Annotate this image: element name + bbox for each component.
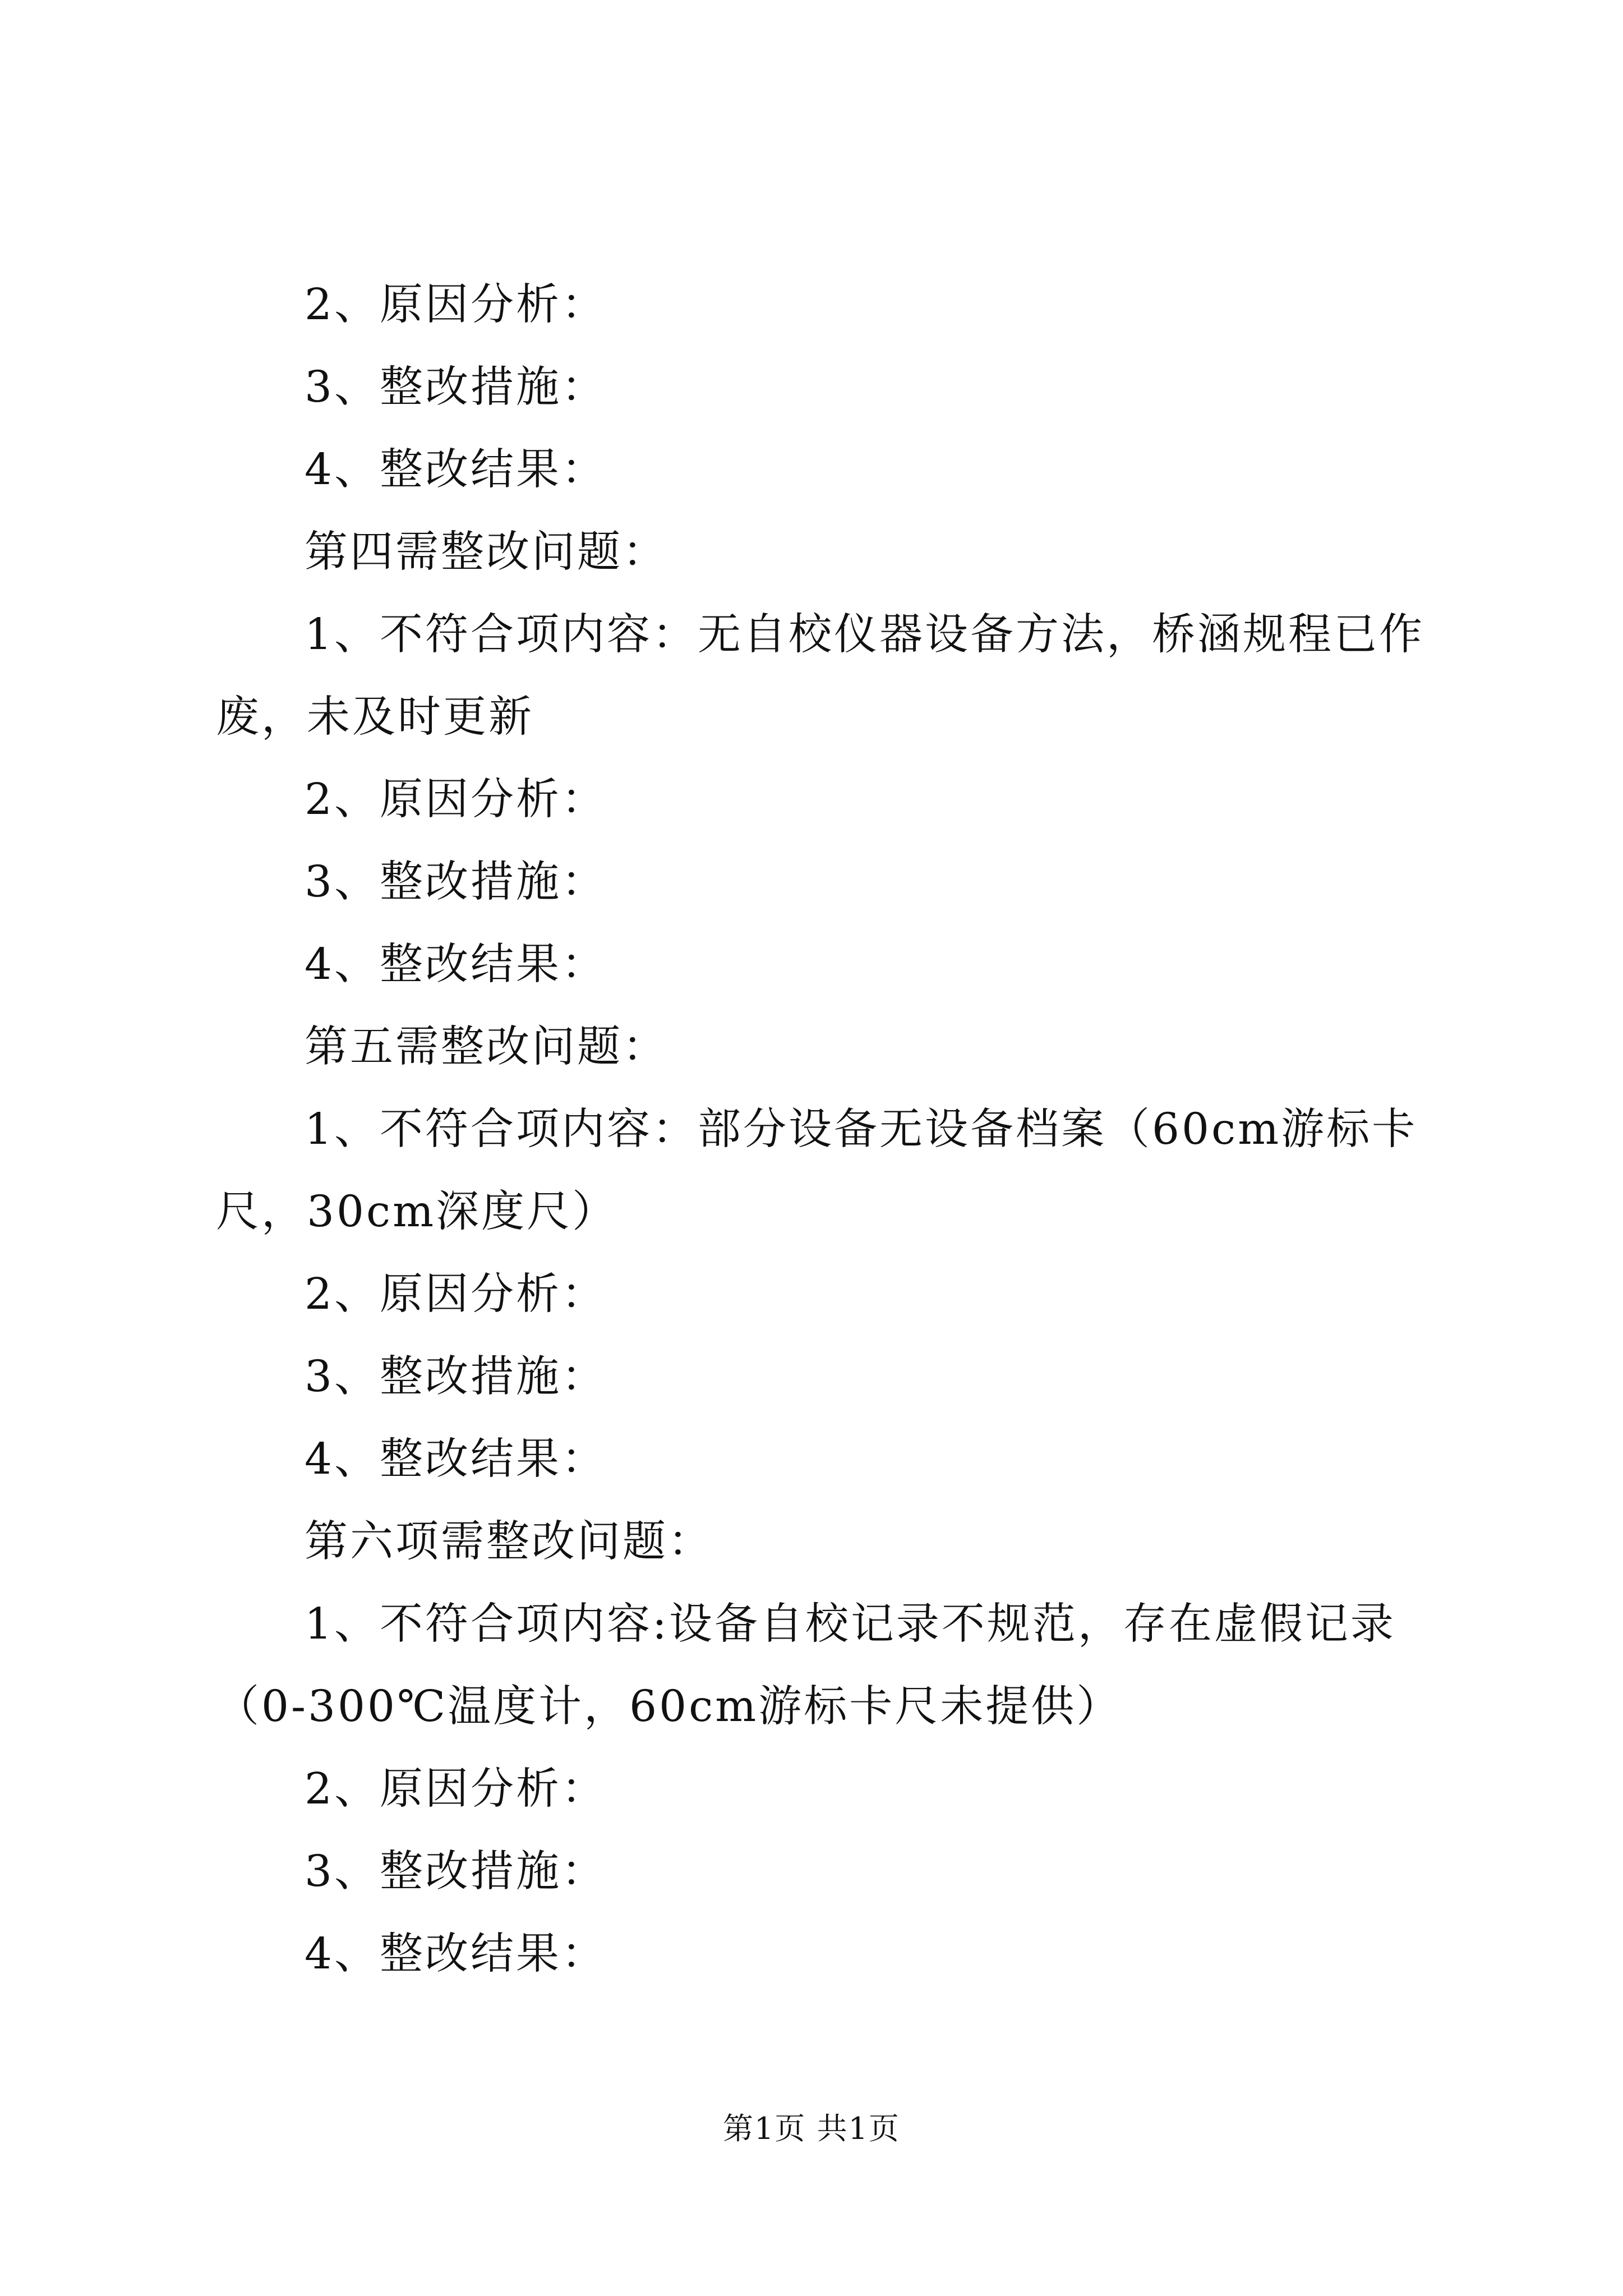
nonconformity-line: 1、不符合项内容：无自校仪器设备方法，桥涵规程已作废，未及时更新 <box>216 610 1424 742</box>
section-heading-5: 第五需整改问题： <box>305 1022 668 1072</box>
result-line: 4、整改结果： <box>305 1434 607 1484</box>
page-number: 第1页 共1页 <box>723 2111 900 2146</box>
analysis-line: 2、原因分析： <box>305 280 607 330</box>
section-heading-6: 第六项需整改问题： <box>305 1517 713 1567</box>
document-body <box>216 264 1467 1995</box>
measures-line: 3、整改措施： <box>305 1847 607 1897</box>
nonconformity-line: 1、不符合项内容:设备自校记录不规范，存在虚假记录（0-300℃温度计，60cm游标卡尺未提供） <box>216 1599 1396 1732</box>
analysis-line: 2、原因分析： <box>305 1269 607 1319</box>
measures-line: 3、整改措施： <box>305 857 607 907</box>
analysis-line: 2、原因分析： <box>305 1764 607 1814</box>
measures-line: 3、整改措施： <box>305 1352 607 1402</box>
analysis-line: 2、原因分析： <box>305 775 607 825</box>
measures-line: 3、整改措施： <box>305 362 607 412</box>
result-line: 4、整改结果： <box>305 445 607 495</box>
result-line: 4、整改结果： <box>305 1929 607 1979</box>
section-heading-4: 第四需整改问题： <box>305 527 668 577</box>
result-line: 4、整改结果： <box>305 940 607 990</box>
page-footer <box>0 2109 1623 2148</box>
nonconformity-line: 1、不符合项内容：部分设备无设备档案（60cm游标卡尺，30cm深度尺） <box>216 1105 1418 1237</box>
